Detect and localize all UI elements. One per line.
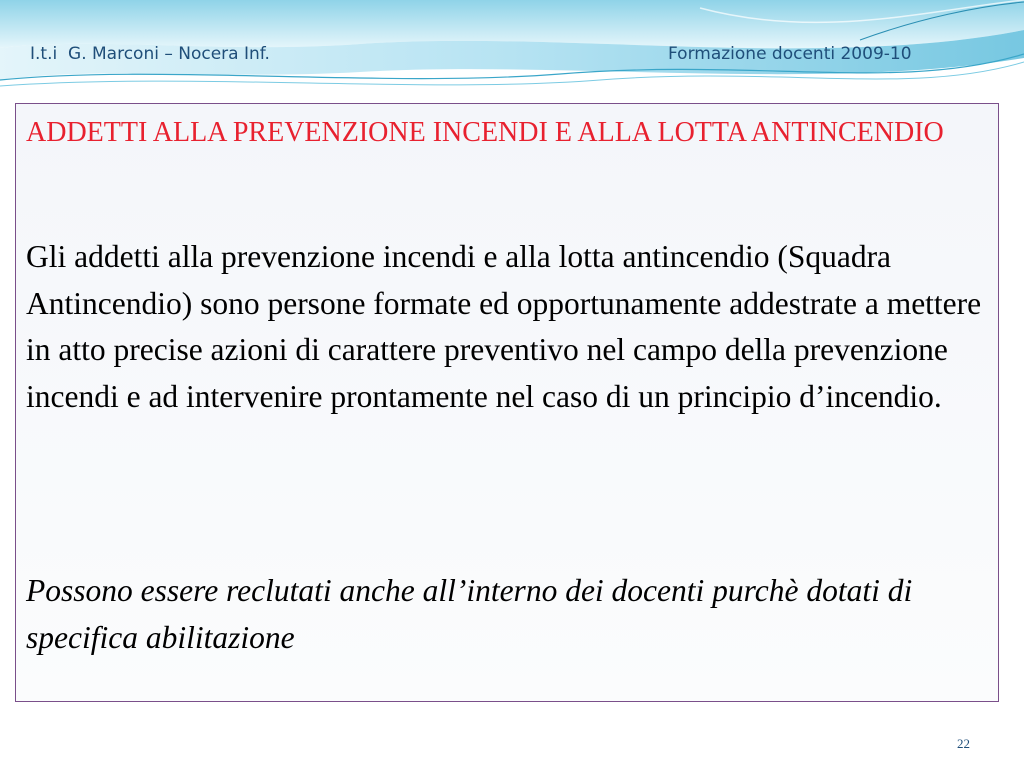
slide-body-text: Gli addetti alla prevenzione incendi e alla lotta antincendio (Squadra Antincendio) sono persone formate ed opportunamente addestrate a mettere in atto precise azioni di carattere preventivo nel campo della prevenzione incendi e ad intervenire prontamente nel caso di un principio d’incendio.: [26, 239, 982, 414]
header-course-title: Formazione docenti 2009-10: [668, 44, 912, 64]
page-number: 22: [957, 736, 970, 751]
header-school-name: I.t.i G. Marconi – Nocera Inf.: [30, 44, 270, 64]
slide-italic-note: Possono essere reclutati anche all’interno dei docenti purchè dotati di specifica abilitazione: [26, 573, 913, 655]
slide-heading: ADDETTI ALLA PREVENZIONE INCENDI E ALLA LOTTA ANTINCENDIO: [26, 117, 944, 148]
